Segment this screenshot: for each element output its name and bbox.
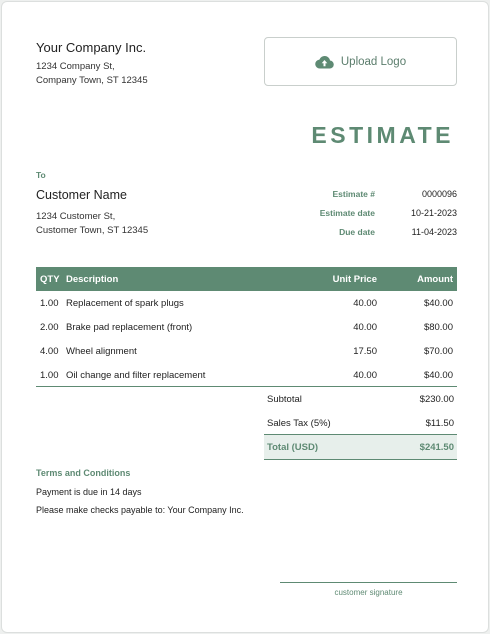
due-date-row <box>272 227 457 241</box>
subtotal-label: Subtotal <box>267 393 302 405</box>
due-date-label: Due date <box>339 227 375 237</box>
table-row <box>36 339 457 363</box>
estimate-page <box>1 1 489 633</box>
table-row <box>36 315 457 339</box>
customer-address-line1: 1234 Customer St, <box>36 211 116 222</box>
line-items-table <box>36 267 457 387</box>
total-label: Total (USD) <box>267 441 319 453</box>
row-description: Oil change and filter replacement <box>66 369 206 381</box>
header-unit-price: Unit Price <box>311 267 391 291</box>
row-amount: $40.00 <box>423 369 453 381</box>
row-qty: 1.00 <box>40 297 59 309</box>
company-address-line1: 1234 Company St, <box>36 61 115 72</box>
sales-tax-label: Sales Tax (5%) <box>267 417 331 429</box>
cloud-upload-icon <box>315 55 334 69</box>
terms-title: Terms and Conditions <box>36 468 131 478</box>
row-description: Wheel alignment <box>66 345 137 357</box>
row-amount: $70.00 <box>423 345 453 357</box>
estimate-number-label: Estimate # <box>332 189 375 199</box>
upload-logo-button[interactable] <box>264 37 457 86</box>
table-header-row <box>36 267 457 291</box>
sales-tax-value: $11.50 <box>425 417 454 429</box>
row-unit-price: 40.00 <box>353 297 377 309</box>
estimate-number-value: 0000096 <box>421 189 457 199</box>
company-address-line2: Company Town, ST 12345 <box>36 75 148 86</box>
total-row <box>264 435 457 459</box>
customer-name: Customer Name <box>36 188 127 202</box>
bill-to-label: To <box>36 170 46 180</box>
table-row <box>36 291 457 315</box>
row-qty: 4.00 <box>40 345 59 357</box>
subtotal-row <box>264 387 457 411</box>
row-unit-price: 40.00 <box>353 321 377 333</box>
row-unit-price: 40.00 <box>353 369 377 381</box>
header-description: Description <box>64 267 311 291</box>
company-name: Your Company Inc. <box>36 40 147 55</box>
signature-line <box>280 582 457 583</box>
header-amount: Amount <box>391 267 457 291</box>
table-row <box>36 363 457 387</box>
document-title: ESTIMATE <box>311 122 454 148</box>
subtotal-value: $230.00 <box>419 393 454 405</box>
due-date-value: 11-04-2023 <box>411 227 457 237</box>
sales-tax-row <box>264 411 457 435</box>
estimate-date-row <box>272 208 457 222</box>
row-amount: $40.00 <box>423 297 453 309</box>
row-description: Brake pad replacement (front) <box>66 321 193 333</box>
row-description: Replacement of spark plugs <box>66 297 184 309</box>
header-qty: QTY <box>36 267 64 291</box>
terms-line-2: Please make checks payable to: Your Company Inc. <box>36 505 244 515</box>
row-amount: $80.00 <box>423 321 453 333</box>
total-bottom-divider <box>264 459 457 460</box>
signature-label: customer signature <box>334 588 403 597</box>
row-qty: 1.00 <box>40 369 59 381</box>
row-unit-price: 17.50 <box>353 345 377 357</box>
estimate-date-value: 10-21-2023 <box>410 208 457 218</box>
estimate-date-label: Estimate date <box>319 208 375 218</box>
customer-address-line2: Customer Town, ST 12345 <box>36 225 149 236</box>
upload-logo-label: Upload Logo <box>340 55 407 68</box>
row-qty: 2.00 <box>40 321 59 333</box>
estimate-number-row <box>272 189 457 203</box>
total-value: $241.50 <box>419 441 454 453</box>
terms-line-1: Payment is due in 14 days <box>36 487 142 497</box>
